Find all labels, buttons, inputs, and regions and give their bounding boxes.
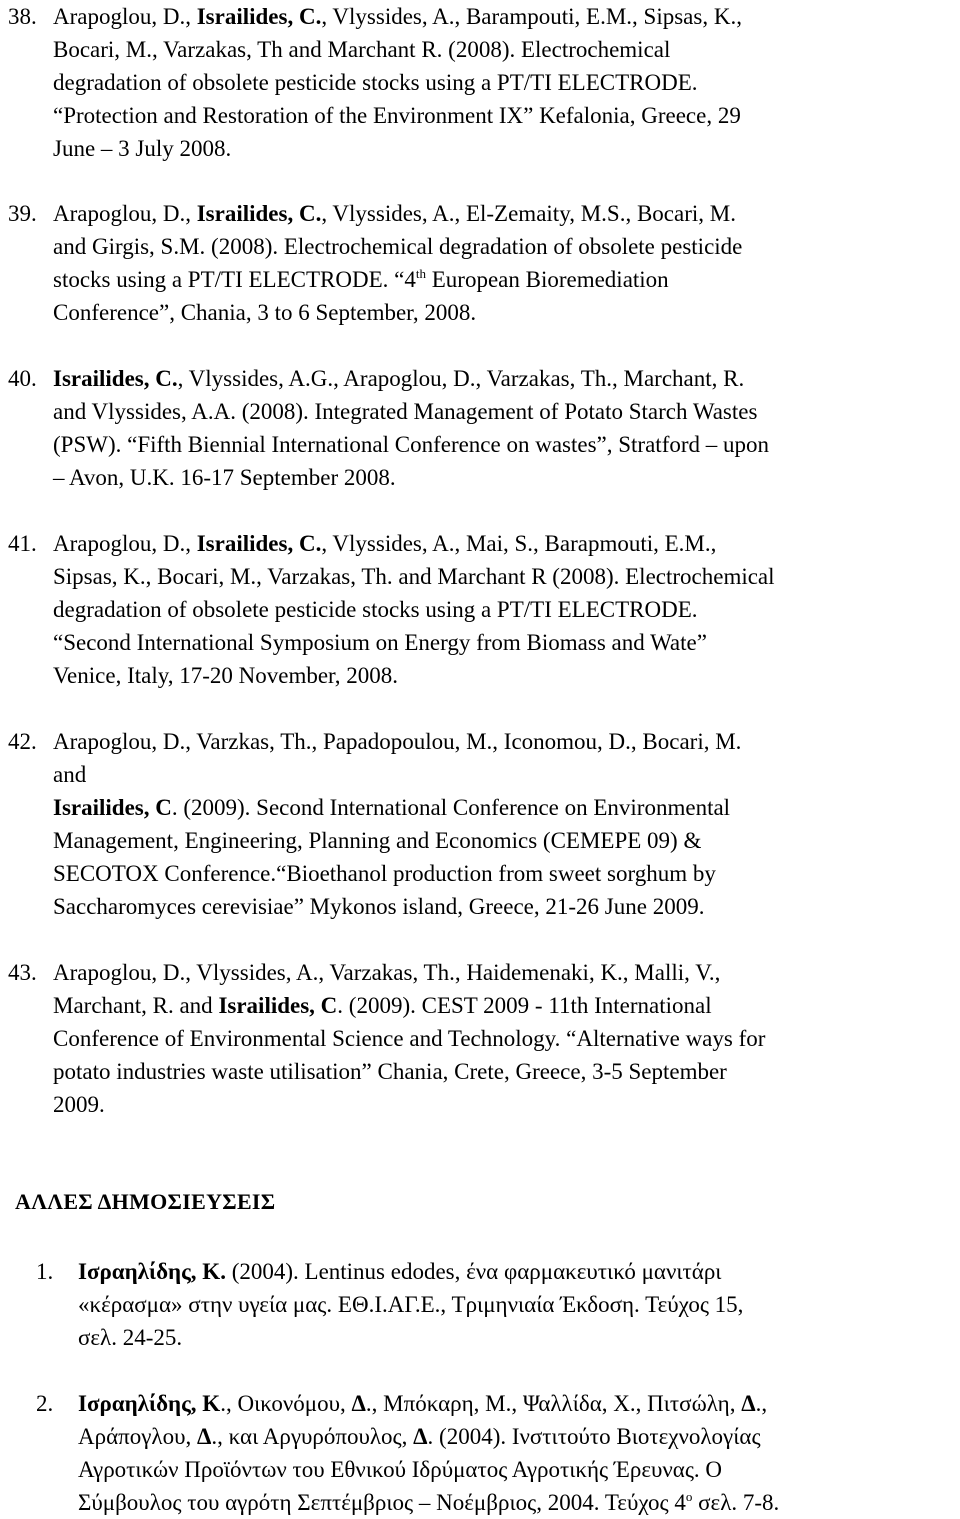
text-line: Arapoglou, D., Israilides, C., Vlyssides, A., El-Zemaity, M.S., Bocari, M. [53, 201, 736, 226]
text-line: degradation of obsolete pesticide stocks using a PT/TI ELECTRODE. [53, 70, 698, 95]
publication-text [78, 1387, 938, 1519]
reference-text [53, 725, 958, 923]
text-line: degradation of obsolete pesticide stocks using a PT/TI ELECTRODE. [53, 597, 698, 622]
author-highlight: Δ [741, 1391, 756, 1416]
text-line: potato industries waste utilisation” Chania, Crete, Greece, 3-5 September [53, 1059, 727, 1084]
text-line: Arapoglou, D., Israilides, C., Vlyssides, A., Mai, S., Barapmouti, E.M., [53, 531, 717, 556]
text-line: Venice, Italy, 17-20 November, 2008. [53, 663, 399, 688]
text-line: 2009. [53, 1092, 105, 1117]
text-line: SECOTOX Conference.“Bioethanol production from sweet sorghum by [53, 861, 716, 886]
text-line: and [53, 762, 87, 787]
reference-number: 41. [8, 531, 37, 556]
text-line: Arapoglou, D., Vlyssides, A., Varzakas, Th., Haidemenaki, K., Malli, V., [53, 960, 721, 985]
text-line: Ισραηλίδης, Κ., Οικονόμου, Δ., Μπόκαρη, Μ., Ψαλλίδα, Χ., Πιτσώλη, Δ., [78, 1391, 768, 1416]
publication-text [78, 1255, 938, 1354]
text-line: and Vlyssides, A.A. (2008). Integrated Management of Potato Starch Wastes [53, 399, 758, 424]
section-heading: ΑΛΛΕΣ ΔΗΜΟΣΙΕΥΣΕΙΣ [15, 1189, 276, 1214]
text-line: σελ. 24-25. [78, 1325, 183, 1350]
text-line: «κέρασμα» στην υγεία μας. ΕΘ.Ι.ΑΓ.Ε., Τριμηνιαία Έκδοση. Τεύχος 15, [78, 1292, 744, 1317]
reference-text [53, 527, 958, 692]
text-line: Marchant, R. and Israilides, C. (2009). CEST 2009 - 11th International [53, 993, 712, 1018]
reference-text [53, 0, 958, 165]
author-highlight: Δ [196, 1424, 212, 1449]
superscript: ο [685, 1489, 693, 1504]
publication-number: 2. [36, 1391, 54, 1416]
author-highlight: Ισραηλίδης, Κ. [78, 1259, 226, 1284]
reference-text [53, 197, 958, 329]
text-line: Sipsas, K., Bocari, M., Varzakas, Th. and Marchant R (2008). Electrochemical [53, 564, 775, 589]
text-line: stocks using a PT/TI ELECTRODE. “4th European Bioremediation [53, 266, 669, 292]
reference-number: 43. [8, 960, 37, 985]
text-line: Management, Engineering, Planning and Economics (CEMEPE 09) & [53, 828, 702, 853]
superscript: th [415, 266, 426, 281]
author-highlight: Israilides, C. [53, 366, 178, 391]
author-highlight: Israilides, C. [196, 201, 322, 226]
text-line: Conference”, Chania, 3 to 6 September, 2008. [53, 300, 477, 325]
reference-number: 38. [8, 4, 37, 29]
text-line: (PSW). “Fifth Biennial International Conference on wastes”, Stratford – upon [53, 432, 770, 457]
author-highlight: Δ [413, 1424, 428, 1449]
text-line: Conference of Environmental Science and Technology. “Alternative ways for [53, 1026, 766, 1051]
reference-number: 39. [8, 201, 37, 226]
reference-number: 40. [8, 366, 37, 391]
text-line: Bocari, M., Varzakas, Th and Marchant R. (2008). Electrochemical [53, 37, 671, 62]
author-highlight: Israilides, C. [196, 4, 322, 29]
publication-number: 1. [36, 1259, 54, 1284]
text-line: “Protection and Restoration of the Environment IX” Kefalonia, Greece, 29 [53, 103, 741, 128]
text-line: June – 3 July 2008. [53, 136, 232, 161]
author-highlight: Δ [351, 1391, 366, 1416]
text-line: Israilides, C. (2009). Second International Conference on Environmental [53, 795, 731, 820]
text-line: – Avon, U.K. 16-17 September 2008. [53, 465, 396, 490]
text-line: Israilides, C., Vlyssides, A.G., Arapoglou, D., Varzakas, Th., Marchant, R. [53, 366, 745, 391]
reference-text [53, 362, 958, 494]
text-line: “Second International Symposium on Energy from Biomass and Wate” [53, 630, 707, 655]
text-line: Arapoglou, D., Varzkas, Th., Papadopoulou, M., Iconomou, D., Bocari, M. [53, 729, 742, 754]
reference-number: 42. [8, 729, 37, 754]
text-line: and Girgis, S.M. (2008). Electrochemical degradation of obsolete pesticide [53, 234, 743, 259]
text-line: Σύμβουλος του αγρότη Σεπτέμβριος – Νοέμβριος, 2004. Τεύχος $4^o$ σελ. 7-8. [78, 1489, 780, 1515]
text-line: Αράπογλου, Δ., και Αργυρόπουλος, Δ. (2004). Ινστιτούτο Βιοτεχνολογίας [78, 1424, 761, 1449]
text-line: Ισραηλίδης, Κ. (2004). Lentinus edodes, ένα φαρμακευτικό μανιτάρι [78, 1259, 722, 1284]
author-highlight: Israilides, C [53, 795, 172, 820]
author-highlight: Israilides, C. [196, 531, 322, 556]
text-line: Saccharomyces cerevisiae” Mykonos island, Greece, 21-26 June 2009. [53, 894, 705, 919]
reference-text [53, 956, 958, 1121]
text-line: Arapoglou, D., Israilides, C., Vlyssides, A., Barampouti, E.M., Sipsas, K., [53, 4, 742, 29]
author-highlight: Israilides, C [218, 993, 338, 1018]
author-highlight: Ισραηλίδης, Κ [78, 1391, 221, 1416]
text-line: Αγροτικών Προϊόντων του Εθνικού Ιδρύματος Αγροτικής Έρευνας. Ο [78, 1457, 723, 1482]
